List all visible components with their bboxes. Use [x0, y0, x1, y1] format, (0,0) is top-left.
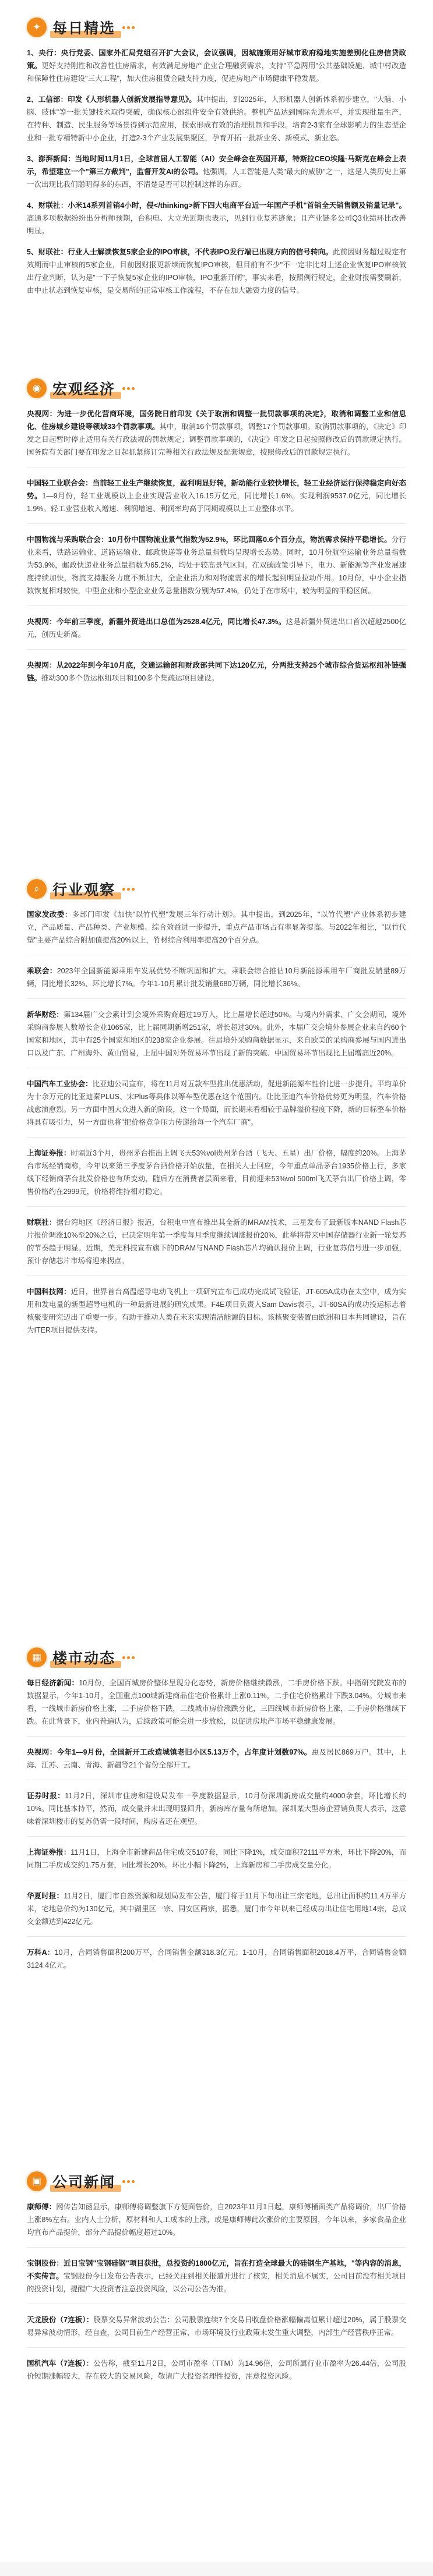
news-item: 每日经济新闻：10月份，全国百城房价整体呈现分化态势，新房价格继续微涨，二手房价格下跌。中指研究院发布的数据显示，今年1-10月，全国重点100城新建商品住宅价格累计上涨0.11%，二手住宅价格累计下跌3.04%。分城市来看，一线城市新房价格上涨，二手房价格下跌，二线城市房价涨跌分化，三四线城市新房价格上涨，二手房价格继续下跌。在此背景下，业内普遍认为，后续政策可能会进一步放松，以促进房地产市场平稳健康发展。: [27, 1679, 406, 1725]
globe-icon: ◉: [27, 378, 47, 398]
news-item: 上海证券报：11月1日，上海全市新建商品住宅成交5107套，同比下降1%，成交面积72111平方米，环比下降20%，而同期二手房成交约1.75万套，同比增长20%。环比小幅下降2%，上海新房和二手房成交量分化。: [27, 1848, 406, 1869]
section-header: [27, 1630, 406, 1677]
news-item: 3、澎湃新闻：当地时间11月1日，全球首届人工智能（AI）安全峰会在英国开幕，特斯拉CEO埃隆·马斯克在峰会上表示，希望建立一个"第三方裁判"，监督开发AI的公司。他强调，人工智能是人类"最大的威胁"之一，这是人类历史上第一次出现比我们聪明得多的东西，不清楚是否可以控制这样的东西。: [27, 155, 406, 189]
news-item: 中国物流与采购联合会：10月份中国物流业景气指数为52.9%，环比回落0.6个百分点，物流需求保持平稳增长。分行业来看，铁路运输业、道路运输业、邮政快递等业务总量指数均呈现增长态势。同时，10月份航空运输业务总量指数为53.9%，邮政快递业业务总量指数为65.2%，均处于较高景气区间。在双碳政策引导下，电力、新能源等产业发展速度持续加快，物流支持服务力度不断加大，全企业活力和对物流需求的增长起到明显拉动作用。10月份，中小企业指数恢复相对较快，中型企业和小型企业业务总量指数分别为57.4%，仍处于在市场中，较为明显的平稳区间。: [27, 536, 406, 595]
news-item: 中国轻工业联合会：当前轻工业生产继续恢复，盈利明显好转，新动能行业较快增长，轻工业经济运行保持稳定向好态势。1—9月份，轻工业规模以上企业实现营业收入16.15万亿元，同比增长1.6%。实现利润9537.0亿元，同比增长1.9%。轻工业营业收入增速、利润增速、利润率均高于同期规模以上工业整体水平。: [27, 479, 406, 513]
news-item: 宝钢股份：近日宝钢"宝钢硅钢"项目获批，总投资约1800亿元，旨在打造全球最大的硅钢生产基地，"等内容的消息，不实传言。宝钢股份今日发布公告表示，已经关注到相关报道并进行了核实，相关消息不属实，公司目前没有相关项目的投资计划，提醒广大投资者注意投资风险，以公司公告为准。: [27, 2259, 406, 2293]
building-icon: ▦: [27, 1647, 47, 1667]
section-header: [27, 862, 406, 908]
section-header: [27, 361, 406, 408]
section-property: [0, 1630, 433, 2154]
search-icon: ⌕: [27, 879, 47, 899]
section-title: 公司新闻: [52, 2174, 116, 2191]
section-header: [27, 0, 406, 47]
section-title: 每日精选: [52, 20, 116, 37]
news-item: 5、财联社：行业人士解读恢复5家企业的IPO审核，不代表IPO发行端已出现方向的信号转向。此前因财务超过规定有效期而中止审核的5家企业，目前因财报更新续而恢复IPO审核，但目前有不少"不一定非比对上述企业恢复IPO审核做出行业判断，认为是"一下子恢复5家企业的IPO审核，IPO重新开闸"，事实来看，按照例行规定，企业财报需要刷新，由中止状态到恢复审核，是交易所的正常审核工作流程，不存在加大融资力度的信号。: [27, 248, 406, 295]
news-item: 央视网：今年1—9月份，全国新开工改造城镇老旧小区5.13万个，占年度计划数97%。惠及居民869万户。其中，上海、江苏、云南、青海、新疆等21个省份全部开工。: [27, 1748, 406, 1769]
news-item: 国家发改委：多部门印发《加快"以竹代塑"发展三年行动计划》。其中提出，到2025年，"以竹代塑"产业体系初步建立，产品质量、产品种类、产业规模、综合效益进一步提升，重点产品市场占有率显著提高。与2022年相比，"以竹代塑"主要产品综合附加值提高20%以上，竹材综合利用率提高20个百分点。: [27, 910, 406, 944]
news-item: 央视网：从2022年到今年10月底，交通运输部和财政部共同下达120亿元，分两批支持25个城市综合货运枢纽补链强链。推动300多个货运枢纽项目和100多个集疏运项目建设。: [27, 661, 406, 682]
section-macro: [0, 361, 433, 862]
news-item: 证券时报：11月2日，深圳市住房和建设局发布一季度数据显示，10月份深圳新房成交量约4000余套，环比增长约10%。同比基本持平，然而，成交量并未出现明显回升，新房库存量有所增加。深圳某大型房企营销负责人表示，这意味着深圳楼市的复苏仍需一段时间，购房者还在观望。: [27, 1792, 406, 1826]
news-item: 上海证券报：时隔近3个月，贵州茅台推出上调飞天53%vol贵州茅台酒（飞天、五星）出厂价格，幅度约20%。上海茅台市场经销商称，今年以来第三季度茅台酒价格开始放量，在相关人士回应，今年重点单品茅台1935价格上行，多家线下经销商茅台批发价格也有所变动，随后方在消费者层面来看，目前迎来53%vol 500ml飞天茅台出厂价格上调，零售价格约在2999元，价格将维持相对稳定。: [27, 1149, 406, 1196]
news-item: 4、财联社：小米14系列首销4小时，侵</thinking>新下四大电商平台近一年国产手机"首销全天销售额及销量记录"。高通多项数据纷纷出分析师预期，台积电、大立光近期也表示，见到行业复苏迹象；且产业链多公司Q3业绩环比改善明显。: [27, 201, 406, 235]
briefcase-icon: ▣: [27, 2171, 47, 2191]
news-item: 中国科技网：近日，世界首台高温超导电动飞机上一项研究宣布已成功完成试飞验证，JT-605A成功在太空中，成为实用和发电量的新型超导电机的一种最新进展的研究成果。F4E项目负责人Sam Davis表示，JT-60SA的成功投运标志着核聚变研究迈出了重要一步。有助于推动人类在未来实现清洁能源的目标。该核聚变装置由欧洲和日本共同建设，旨在为ITER项目提供支持。: [27, 1288, 406, 1334]
news-item: 康师傅：网传告知函显示，康师傅将调整旗下方便面售价，自2023年11月1日起，康师傅桶面类产品将调价，出厂价格上涨8%左右。业内人士分析，原材料和人工成本的上涨，或是康师傅此次涨价的主要原因，今年以来，多家食品企业均宣布产品提价，部分产品提价幅度超过10%。: [27, 2203, 406, 2237]
news-item: 华夏时报：11月2日，厦门市自然资源和规划局发布公告，厦门将于11月下旬出让三宗宅地，总出让面积约11.4万平方米，宅地总价约为130亿元，其中湖里区一宗、同安区两宗，据悉，厦门市今年以来已经成功出让住宅用地14宗，总成交金额达到422亿元。: [27, 1892, 406, 1926]
news-item: 央视网：今年前三季度，新疆外贸进出口总值为2528.4亿元，同比增长47.3%。这是新疆外贸进出口首次超越2500亿元，创历史新高。: [27, 618, 406, 639]
section-title: 宏观经济: [52, 381, 116, 398]
news-item: 万科A：10月，合同销售面积200万平，合同销售金额318.3亿元；1-10月，合同销售面积2018.4万平，合同销售金额3124.4亿元。: [27, 1948, 406, 1969]
section-industry: [0, 862, 433, 1630]
news-item: 天龙股份（7连板）：股票交易异常波动公告：公司股票连续7个交易日收盘价格涨幅偏离值累计超过20%，属于股票交易异常波动情形，经自查，公司目前生产经营正常，市场环境及行业政策未发生重大调整，内部生产经营秩序正常。: [27, 2316, 406, 2337]
footer-band: [0, 2562, 433, 2576]
news-item: 2、工信部：印发《人形机器人创新发展指导意见》。其中提出，到2025年，人形机器人创新体系初步建立，"大脑、小脑、肢体"等一批关键技术取得突破，确保核心部组件安全有效供给。整机产品达到国际先进水平，并实现批量生产，在特种、制造、民生服务等场景得到示范应用，探索形成有效的治理机制和手段。培育2-3家有全球影响力的生态型企业和一批专精特新中小企业，打造2-3个产业发展集聚区，孕育开拓一批新业务、新模式、新业态。: [27, 95, 407, 142]
news-item: 乘联会：2023年全国新能源乘用车发展优势不断巩固和扩大。乘联会综合推估10月新能源乘用车厂商批发销量89万辆，同比增长32%、环比增长7%。今年1-10月累计批发销量680万辆，同比增长36%。: [27, 967, 406, 988]
sparkle-icon: ✦: [27, 17, 47, 37]
section-daily: [0, 0, 433, 361]
news-item: 央视网：为进一步优化营商环境，国务院日前印发《关于取消和调整一批罚款事项的决定》，取消和调整工业和信息化、住房城乡建设等领域33个罚款事项。其中，取消16个罚款事项，调整17个罚款事项。取消罚款事项的，《决定》印发之日起暂时停止适用有关行政法规的罚款规定；调整罚款事项的，《决定》印发之日起按照修改后的罚款规定执行。国务院有关部门要在印发之日起抓紧修订完善相关行政法规及配套规章，按照修改后的罚款规定执行。: [27, 410, 407, 456]
news-item: 新华财经：第134届广交会累计到会境外采购商超过19万人，比上届增长超过50%。与境内外需求、广交会期间，境外采购商参展人数增长企业1065家，比上届同期新增251家，增长超过30%。此外，本届广交会境外参展企业来自约60个国家和地区，其中有25个国家和地区的238家企业参展。往届境外采购商数据显示，来自欧美的采购商参展与国内进出口以及广东、广州海外、黄山贸易，上届中国对外贸易环节出现了新的突破、中国贸易环节出现比上届增高近20%。: [27, 1011, 406, 1057]
section-title: 楼市动态: [52, 1650, 116, 1667]
section-title: 行业观察: [52, 882, 116, 898]
news-item: 1、央行：央行党委、国家外汇局党组召开扩大会议，会议强调，因城施策用好城市政府稳地实施差别化住房信贷政策。更好支持刚性和改善性住房需求，有效满足房地产企业合理融资需求，支持"平急两用"公共基础设施、城中村改造和保障性住房建设"三大工程"，加大住房租赁金融支持力度，促进房地产市场健康平稳发展。: [27, 49, 406, 83]
section-company: [0, 2154, 433, 2561]
news-item: 国机汽车（7连板）：公告称，截至11月2日，公司市盈率（TTM）为14.96倍，公司所属行业市盈率为26.44倍，公司股价短期涨幅较大，存在较大的交易风险，敬请广大投资者理性投资，注意投资风险。: [27, 2359, 406, 2380]
news-item: 财联社：据台湾地区《经济日报》报道，台积电中宣布推出其全新的MRAM技术，三星发布了最新版本NAND Flash芯片报价调涨10%至20%之后，已决定明年第一季度每月季度继续调涨报价20%，此举将带来中国存储器行业新一轮复苏的节奏趋于明显。近期，美光科技宣布旗下的DRAM与NAND Flash芯片均确认报价上调，行业复苏信号进一步加强，预计存储芯片市场将迎来拐点。: [27, 1218, 406, 1265]
section-header: [27, 2154, 406, 2201]
news-item: 中国汽车工业协会：比亚迪公司宣布，将在11月对五款车型推出优惠活动，促进新能源车性价比进一步提升。平均单价为十余万元的比亚迪秦PLUS、宋Plus等具体以等车型优惠在这个范围内。让比亚迪汽车价格优势更为明显，汽车价格战愈演愈烈。另一方面中国大众进入新的阶段，这一个局面，而长期来看相较于品牌溢价程度下降，新的目标整车价格将具有吸引力，另一方面也将"把价格竞争压力传递给每一个汽车厂商"。: [27, 1080, 406, 1126]
